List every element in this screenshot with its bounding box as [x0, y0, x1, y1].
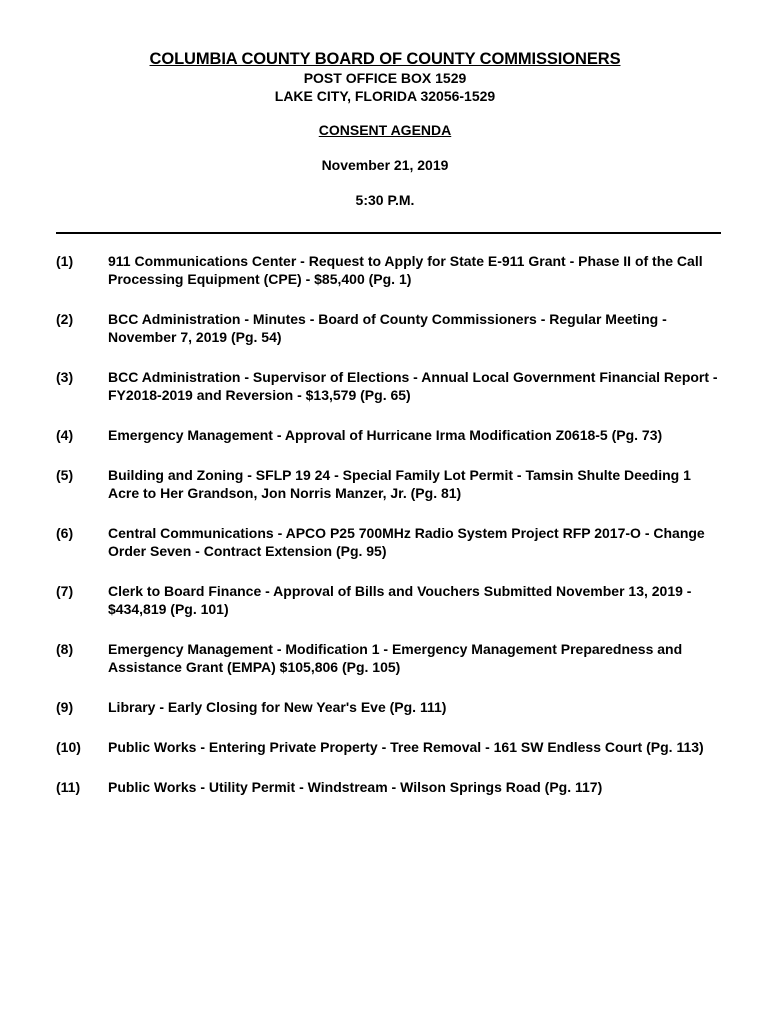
agenda-item-text: Library - Early Closing for New Year's Eve (Pg. 111): [108, 699, 447, 715]
agenda-item-number: (10): [56, 739, 81, 755]
agenda-item-number: (5): [56, 467, 74, 483]
agenda-item-number: (4): [56, 427, 74, 443]
agenda-item-text: BCC Administration - Supervisor of Elections - Annual Local Government Financial Report - FY2018-2019 and Reversion - $13,579 (Pg. 65): [108, 369, 718, 403]
agenda-item: [0, 698, 770, 716]
agenda-item-number: (11): [56, 779, 81, 795]
agenda-title: CONSENT AGENDA: [318, 122, 452, 138]
agenda-item-text: Emergency Management - Approval of Hurricane Irma Modification Z0618-5 (Pg. 73): [108, 427, 663, 443]
address-line-2: LAKE CITY, FLORIDA 32056-1529: [274, 88, 496, 104]
agenda-item: [0, 738, 770, 756]
agenda-item-number: (3): [56, 369, 74, 385]
agenda-item-number: (1): [56, 253, 74, 269]
agenda-item: [0, 426, 770, 444]
org-title: COLUMBIA COUNTY BOARD OF COUNTY COMMISSIONERS: [149, 50, 621, 68]
agenda-item: [0, 368, 770, 404]
agenda-item-text: Public Works - Entering Private Property - Tree Removal - 161 SW Endless Court (Pg. 113): [108, 739, 704, 755]
agenda-item-text: BCC Administration - Minutes - Board of County Commissioners - Regular Meeting - November 7, 2019 (Pg. 54): [108, 311, 667, 345]
agenda-item-number: (8): [56, 641, 74, 657]
address-line-1: POST OFFICE BOX 1529: [303, 70, 467, 86]
meeting-time: 5:30 P.M.: [355, 192, 415, 208]
agenda-item: [0, 524, 770, 560]
agenda-item-text: Emergency Management - Modification 1 - Emergency Management Preparedness and Assistance Grant (EMPA) $105,806 (Pg. 105): [108, 641, 683, 675]
agenda-item-text: Clerk to Board Finance - Approval of Bills and Vouchers Submitted November 13, 2019 - $434,819 (Pg. 101): [108, 583, 692, 617]
agenda-item-number: (2): [56, 311, 74, 327]
agenda-item-text: Public Works - Utility Permit - Windstream - Wilson Springs Road (Pg. 117): [108, 779, 603, 795]
agenda-item: [0, 466, 770, 502]
agenda-item: [0, 778, 770, 796]
agenda-item-text: 911 Communications Center - Request to Apply for State E-911 Grant - Phase II of the Call Processing Equipment (CPE) - $85,400 (Pg. 1): [108, 253, 703, 287]
agenda-item: [0, 252, 770, 288]
agenda-item: [0, 582, 770, 618]
agenda-item-number: (6): [56, 525, 74, 541]
meeting-date: November 21, 2019: [321, 157, 449, 173]
agenda-item: [0, 310, 770, 346]
agenda-item: [0, 640, 770, 676]
agenda-item-text: Building and Zoning - SFLP 19 24 - Special Family Lot Permit - Tamsin Shulte Deeding 1 Acre to Her Grandson, Jon Norris Manzer, Jr. (Pg. 81): [108, 467, 691, 501]
agenda-item-text: Central Communications - APCO P25 700MHz Radio System Project RFP 2017-O - Change Order Seven - Contract Extension (Pg. 95): [108, 525, 705, 559]
agenda-items: [0, 252, 770, 818]
agenda-item-number: (9): [56, 699, 74, 715]
agenda-item-number: (7): [56, 583, 74, 599]
divider: [56, 232, 721, 234]
